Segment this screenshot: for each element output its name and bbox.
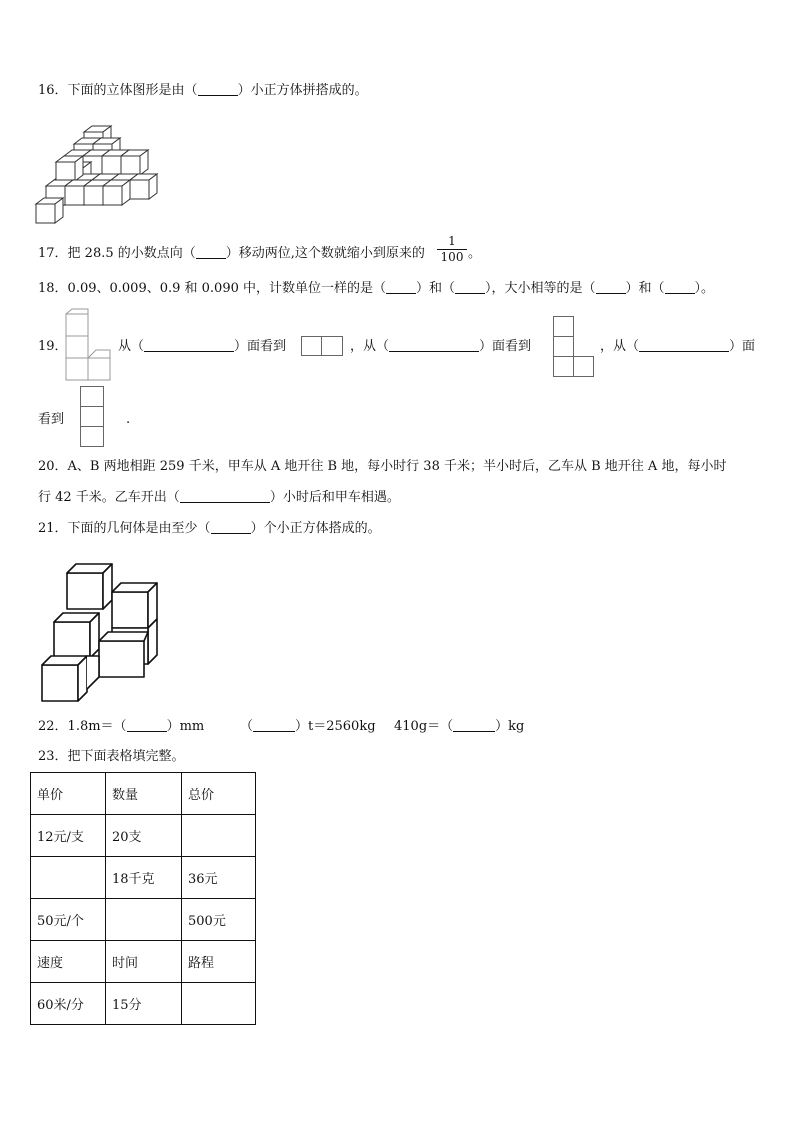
answer-blank[interactable]	[665, 280, 695, 294]
question-22-b: （ ）t＝2560kg	[240, 719, 376, 734]
cube-front-face	[102, 156, 121, 175]
fraction-numerator: 1	[437, 234, 467, 250]
l-shape-solid-figure	[66, 314, 110, 380]
question-number: 18．	[38, 281, 68, 296]
table-cell: 时间	[106, 941, 182, 983]
answer-blank[interactable]	[455, 280, 485, 294]
question-19-part1: 从（ ）面看到	[118, 339, 287, 354]
question-22: 22．1.8m＝（ ）mm	[38, 719, 205, 734]
cube-front-face	[36, 204, 55, 223]
answer-blank[interactable]	[211, 520, 251, 534]
answer-blank[interactable]	[196, 245, 226, 259]
table-cell: 50元/个	[31, 899, 106, 941]
view-two-squares	[301, 336, 343, 356]
table-row	[31, 815, 256, 857]
question-21: 21．下面的几何体是由至少（ ）个小正方体搭成的。	[38, 521, 381, 536]
view-l-shape	[553, 316, 595, 378]
question-23: 23．把下面表格填完整。	[38, 749, 185, 764]
table-cell: 36元	[182, 857, 256, 899]
question-16: 16．下面的立体图形是由（ ）小正方体拼搭成的。	[38, 83, 368, 98]
answer-blank[interactable]	[198, 82, 238, 96]
table-cell: 速度	[31, 941, 106, 983]
answer-blank[interactable]	[253, 718, 295, 732]
price-quantity-table	[30, 772, 256, 1025]
period: 。	[468, 246, 482, 261]
table-row	[31, 899, 256, 941]
answer-blank[interactable]	[144, 338, 234, 352]
answer-blank[interactable]	[453, 718, 495, 732]
table-cell-empty[interactable]	[182, 983, 256, 1025]
answer-blank[interactable]	[127, 718, 167, 732]
cube-stack-figure	[40, 560, 162, 705]
question-number: 17．	[38, 246, 68, 261]
question-number: 20．	[38, 459, 68, 474]
question-17: 17．把 28.5 的小数点向（ ）移动两位,这个数就缩小到原来的	[38, 246, 425, 261]
question-number: 16．	[38, 83, 68, 98]
table-row	[31, 773, 256, 815]
cube-front-face	[65, 186, 84, 205]
answer-blank[interactable]	[386, 280, 416, 294]
answer-blank[interactable]	[596, 280, 626, 294]
question-number: 22．	[38, 719, 68, 734]
table-row	[31, 983, 256, 1025]
question-19-part4: 看到	[38, 412, 65, 427]
table-cell: 15分	[106, 983, 182, 1025]
table-cell-empty[interactable]	[31, 857, 106, 899]
table-cell: 18千克	[106, 857, 182, 899]
table-cell-empty[interactable]	[106, 899, 182, 941]
answer-blank[interactable]	[389, 338, 479, 352]
question-number: 23．	[38, 749, 68, 764]
table-cell: 12元/支	[31, 815, 106, 857]
question-19-end: .	[126, 412, 131, 427]
table-cell: 20支	[106, 815, 182, 857]
cube-front-face	[84, 186, 103, 205]
question-19-part3: ，从（ ）面	[600, 339, 756, 354]
question-19-number: 19．	[38, 339, 68, 354]
question-20-line1: 20．A、B 两地相距 259 千米，甲车从 A 地开往 B 地，每小时行 38 千米；半小时后，乙车从 B 地开往 A 地，每小时	[38, 459, 727, 474]
question-19-part2: ，从（ ）面看到	[350, 339, 532, 354]
table-cell: 路程	[182, 941, 256, 983]
question-number: 21．	[38, 521, 68, 536]
cube-pyramid-figure	[36, 122, 161, 222]
cube-front-face	[56, 162, 75, 181]
table-cell: 60米/分	[31, 983, 106, 1025]
question-22-c: 410g＝（ ）kg	[394, 719, 525, 734]
answer-blank[interactable]	[639, 338, 729, 352]
table-cell: 总价	[182, 773, 256, 815]
cube-front-face	[103, 186, 122, 205]
question-20-line2: 行 42 千米。乙车开出（ ）小时后和甲车相遇。	[38, 490, 400, 505]
table-row	[31, 857, 256, 899]
cube-front-face	[121, 156, 140, 175]
answer-blank[interactable]	[180, 489, 270, 503]
fraction-denominator: 100	[440, 250, 464, 264]
question-18: 18．0.09、0.009、0.9 和 0.090 中，计数单位一样的是（ ）和（ ），大小相等的是（ ）和（ ）。	[38, 281, 715, 296]
table-cell: 500元	[182, 899, 256, 941]
cube-front-face	[130, 180, 149, 199]
table-row	[31, 941, 256, 983]
table-cell-empty[interactable]	[182, 815, 256, 857]
view-vertical-three-squares	[80, 386, 104, 448]
table-cell: 单价	[31, 773, 106, 815]
table-cell: 数量	[106, 773, 182, 815]
fraction	[437, 234, 467, 265]
